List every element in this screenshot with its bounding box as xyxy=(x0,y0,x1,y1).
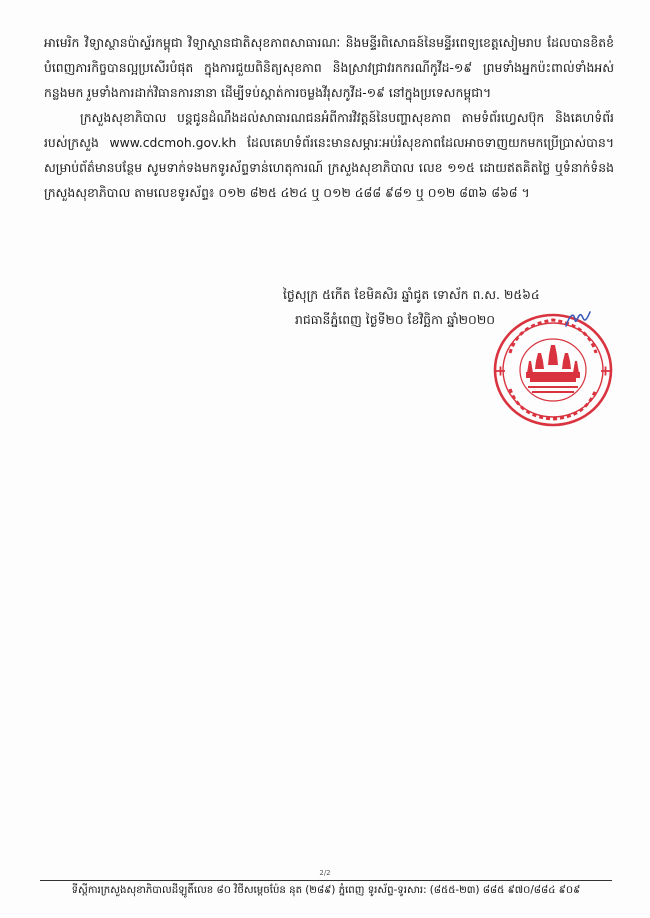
signature-icon xyxy=(563,306,593,332)
footer-divider xyxy=(40,880,612,881)
angkor-wat-seal-icon xyxy=(488,305,618,435)
solar-date-place: រាជធានីភ្នំពេញ ថ្ងៃទី២០ ខែវិច្ឆិកា ឆ្នាំ២០២០ xyxy=(295,312,495,327)
page-number: 2/2 xyxy=(319,869,331,877)
letter-body xyxy=(44,30,614,205)
letter-paragraph-1: អាមេរិក វិទ្យាស្ថានប៉ាស្ទ័រកម្ពុជា វិទ្យាស្ថានជាតិសុខភាពសាធារណៈ និងមន្ទីរពិសោធន៍នៃមន្ទីរពេទ្យខេត្តសៀមរាប ដែលបានខិតខំបំពេញភារកិច្ចបានល្អប្រសើរបំផុត ក្នុងការជួយពិនិត្យសុខភាព និងស្រាវជ្រាវរកករណីកូវីដ-១៩ ព្រមទាំងអ្នកប៉ះពាល់ទាំងអស់កន្លងមក រួមទាំងការដាក់វិធានការនានា ដើម្បីទប់ស្កាត់ការចម្លងវីរុសកូវីដ-១៩ នៅក្នុងប្រទេសកម្ពុជា។ xyxy=(44,35,614,100)
lunar-date: ថ្ងៃសុក្រ ៥កើត ខែមិគសិរ ឆ្នាំជូត ទោស័ក ព.ស. ២៥៦៤ xyxy=(283,287,540,302)
letter-paragraph-2: ក្រសួងសុខាភិបាល បន្តជូនដំណឹងដល់សាធារណជនអំពីការវិវត្តន៍នៃបញ្ហាសុខភាព តាមទំព័រហ្វេសប៊ុក និងគេហទំព័ររបស់ក្រសួង www.cdcmoh.gov.kh ដែលគេហទំព័រនេះមានសម្ភារៈអប់រំសុខភាពដែលអាចទាញយកមកប្រើប្រាស់បាន។ សម្រាប់ព័ត៌មានបន្ថែម សូមទាក់ទងមកទូរស័ព្ទទាន់ហេតុការណ៍ ក្រសួងសុខាភិបាល លេខ ១១៥ ដោយឥតគិតថ្លៃ ឬទំនាក់ទំនងក្រសួងសុខាភិបាល តាមលេខទូរស័ព្ទ៖ ០១២ ៨២៥ ៤២៤ ឬ ០១២ ៤៨៨ ៩៨១ ឬ ០១២ ៨៣៦ ៨៦៨ ។ xyxy=(44,110,614,200)
footer-address: ទីស្តីការក្រសួងសុខាភិបាលដីឡូតិ៍លេខ ៨០ វិថីសម្តេចប៉ែន នុត (២៨៩) ភ្នំពេញ ទូរស័ព្ទ-ទូរសារ: (៨៥៥-២៣) ៨៨៥ ៩៧០/៨៨៤ ៩០៩ xyxy=(71,885,581,896)
